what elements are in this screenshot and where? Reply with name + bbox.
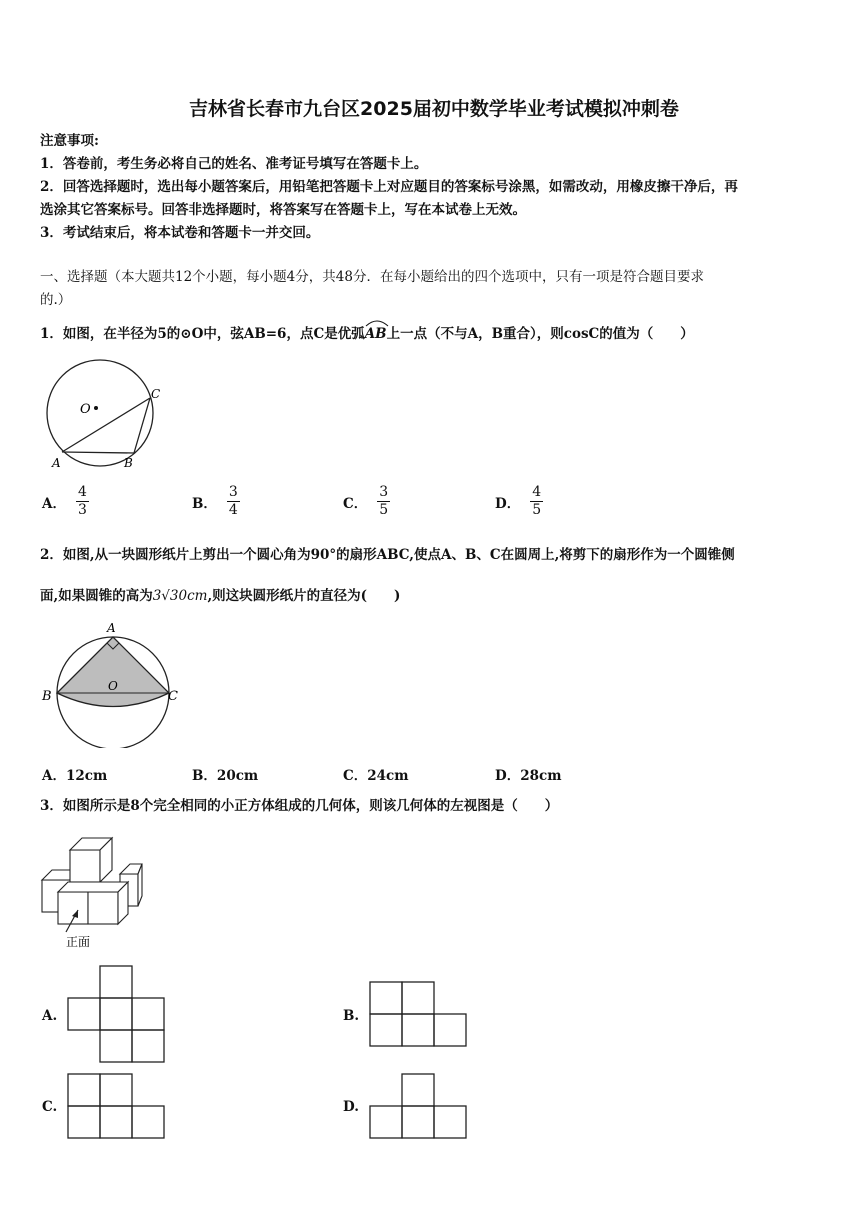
question-1-figure [38,356,168,471]
figure-label-b: B [124,456,133,470]
arc-label: AB [364,326,387,342]
q1-option-c[interactable] [343,484,390,519]
q1-option-b[interactable] [192,484,240,519]
fraction: $\frac{4}{5}$ [532,484,542,518]
notice-item-1: 1．答卷前，考生务必将自己的姓名、准考证号填写在答题卡上。 [40,156,428,172]
q3-option-b-figure[interactable] [368,980,470,1048]
figure-label-b: B [42,689,52,704]
question-3-figure [38,828,150,953]
q3-option-a-label[interactable]: A. [42,1008,58,1024]
fraction: $\frac{3}{5}$ [379,484,389,518]
question-1-text [40,325,694,343]
notice-heading: 注意事项: [40,133,99,149]
arc-ab [365,325,387,343]
figure-label-a: A [107,621,116,635]
notice-item-2a: 2．回答选择题时，选出每小题答案后，用铅笔把答题卡上对应题目的答案标号涂黑，如需改动，用橡皮擦干净后，再 [40,179,738,195]
q1-option-a[interactable] [42,484,89,519]
q3-option-d-label[interactable]: D. [343,1099,359,1115]
notice-item-3: 3．考试结束后，将本试卷和答题卡一并交回。 [40,225,320,241]
figure-label-c: C [168,689,178,704]
q2-option-a[interactable]: A．12cm [42,768,108,784]
option-label: D． [495,495,521,512]
figure-label-o: O [108,679,118,693]
question-2-line2: 面,如果圆锥的高为3√30cm,则这块圆形纸片的直径为( ) [40,588,401,604]
q3-option-c-label[interactable]: C. [42,1099,58,1115]
arc-symbol-icon [365,319,389,327]
question-3-text: 3．如图所示是8个完全相同的小正方体组成的几何体，则该几何体的左视图是（ ） [40,798,559,814]
section-heading-line2: 的.） [40,292,72,308]
height-expression: 3√30cm [152,588,208,604]
page-title: 吉林省长春市九台区2025届初中数学毕业考试模拟冲刺卷 [189,98,679,120]
q3-option-d-figure[interactable] [368,1072,470,1140]
q1-option-d[interactable] [495,484,543,519]
q3-option-c-figure[interactable] [66,1072,168,1140]
section-heading-line1: 一、选择题（本大题共12个小题，每小题4分，共48分．在每小题给出的四个选项中，只有一项是符合题目要求 [40,269,704,285]
question-2-figure [38,620,188,748]
question-1-suffix: 上一点（不与A，B重合），则cosC的值为（ ） [386,326,694,342]
fraction: $\frac{3}{4}$ [228,484,238,518]
figure-label-o: O [80,402,91,417]
figure-label-c: C [151,387,161,401]
question-1-prefix: 1．如图，在半径为5的⊙O中，弦AB=6，点C是优弧 [40,326,365,342]
notice-item-2b: 选涂其它答案标号。回答非选择题时，将答案写在答题卡上，写在本试卷上无效。 [40,202,526,218]
q2-option-c[interactable]: C．24cm [343,768,409,784]
question-2-line1: 2．如图,从一块圆形纸片上剪出一个圆心角为90°的扇形ABC,使点A、B、C在圆周上,将剪下的扇形作为一个圆锥侧 [40,547,735,563]
option-label: B． [192,495,217,512]
q2-option-d[interactable]: D．28cm [495,768,562,784]
q3-option-a-figure[interactable] [66,964,168,1064]
option-label: A． [42,495,66,512]
q3-option-b-label[interactable]: B. [343,1008,360,1024]
q2-option-b[interactable]: B．20cm [192,768,259,784]
option-label: C． [343,495,368,512]
figure-label-a: A [52,456,61,470]
fraction: $\frac{4}{3}$ [77,484,87,518]
front-label: 正面 [66,935,91,949]
